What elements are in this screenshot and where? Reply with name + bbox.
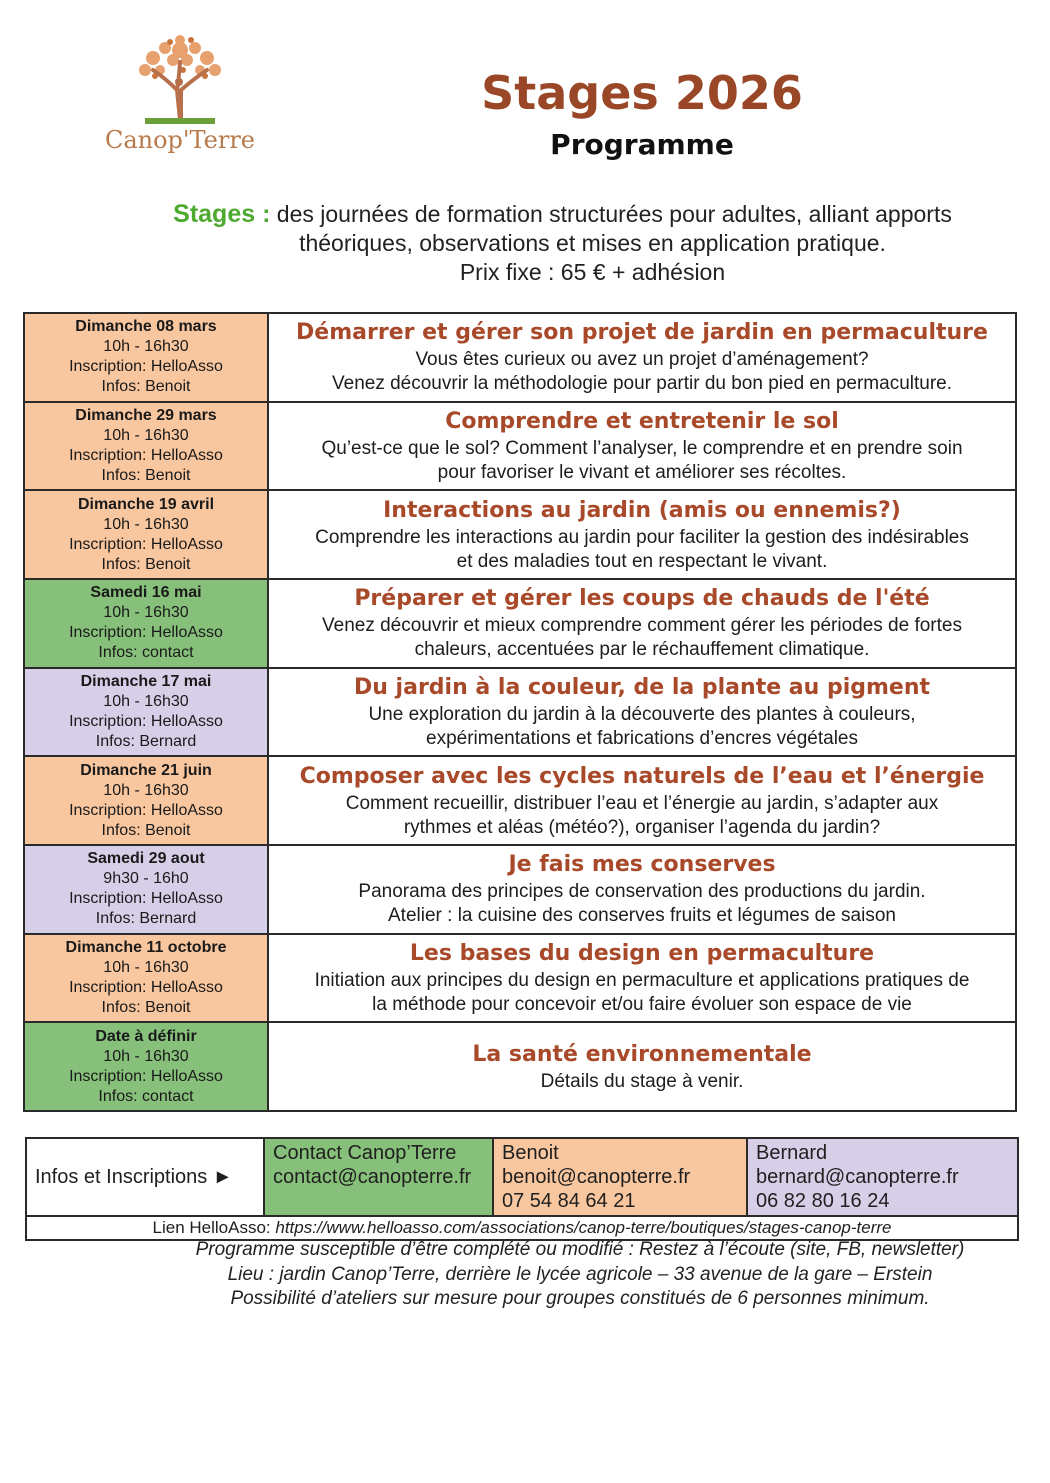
session-date: Dimanche 11 octobre — [65, 938, 227, 956]
session-date: Dimanche 08 mars — [75, 318, 217, 336]
session-time: 10h - 16h30 — [103, 604, 189, 622]
session-line-1: Comment recueillir, distribuer l’eau et l’énergie au jardin, s’adapter aux — [345, 792, 939, 814]
session-line-1: Initiation aux principes du design en permaculture et applications pratiques de — [314, 969, 970, 991]
contact-bernard — [747, 1138, 1018, 1216]
session-infos: Infos: contact — [98, 1087, 194, 1105]
session-desc-cell — [268, 1022, 1016, 1111]
session-date: Samedi 29 aout — [87, 850, 205, 868]
session-title: Du jardin à la couleur, de la plante au pigment — [353, 674, 931, 700]
session-infos: Infos: Benoit — [101, 555, 191, 573]
contact-bernard-phone: 06 82 80 16 24 — [756, 1190, 890, 1212]
schedule-row — [24, 668, 1016, 757]
session-line-2: la méthode pour concevoir et/ou faire évoluer son espace de vie — [372, 993, 912, 1015]
session-date-cell — [24, 1022, 268, 1111]
session-date: Dimanche 21 juin — [80, 761, 212, 779]
session-date: Dimanche 29 mars — [75, 406, 217, 424]
session-title: Je fais mes conserves — [508, 852, 776, 878]
session-title: Comprendre et entretenir le sol — [445, 408, 839, 434]
session-inscription: Inscription: HelloAsso — [69, 890, 223, 908]
session-desc-cell — [268, 490, 1016, 579]
session-infos: Infos: Benoit — [101, 998, 191, 1016]
intro-line-2: théoriques, observations et mises en application pratique. — [299, 230, 886, 256]
session-infos: Infos: Bernard — [95, 732, 197, 750]
session-line-1: Comprendre les interactions au jardin pour faciliter la gestion des indésirables — [315, 526, 969, 548]
tree-icon — [125, 30, 235, 130]
schedule-row — [24, 934, 1016, 1023]
session-line-2: expérimentations et fabrications d’encres végétales — [426, 727, 858, 749]
session-desc-cell — [268, 313, 1016, 402]
session-inscription: Inscription: HelloAsso — [69, 712, 223, 730]
session-desc-cell — [268, 934, 1016, 1023]
contact-table — [25, 1137, 1019, 1241]
session-inscription: Inscription: HelloAsso — [69, 446, 223, 464]
session-desc-cell — [268, 402, 1016, 491]
helloasso-link[interactable]: https://www.helloasso.com/associations/canop-terre/boutiques/stages-canop-terre — [275, 1218, 892, 1237]
session-date: Samedi 16 mai — [90, 584, 202, 602]
helloasso-link-row — [26, 1216, 1018, 1240]
contact-bernard-email[interactable]: bernard@canopterre.fr — [756, 1166, 959, 1188]
session-time: 10h - 16h30 — [103, 426, 189, 444]
intro-price: Prix fixe : 65 € + adhésion — [459, 259, 726, 285]
contact-bernard-name: Bernard — [756, 1142, 828, 1164]
session-time: 10h - 16h30 — [103, 692, 189, 710]
intro-line-1: des journées de formation structurées pour adultes, alliant apports — [276, 201, 952, 227]
session-line-2: Venez découvrir la méthodologie pour partir du bon pied en permaculture. — [332, 373, 952, 395]
session-inscription: Inscription: HelloAsso — [69, 1067, 223, 1085]
logo — [100, 30, 260, 170]
session-time: 9h30 - 16h0 — [103, 870, 189, 888]
session-date-cell — [24, 845, 268, 934]
schedule-row — [24, 313, 1016, 402]
contact-canop-email[interactable]: contact@canopterre.fr — [273, 1166, 472, 1188]
session-line-2: Atelier : la cuisine des conserves fruits et légumes de saison — [388, 905, 896, 927]
intro — [80, 200, 1045, 287]
session-line-1: Venez découvrir et mieux comprendre comment gérer les périodes de fortes — [322, 615, 962, 637]
session-inscription: Inscription: HelloAsso — [69, 801, 223, 819]
note-line-3: Possibilité d’ateliers sur mesure pour groupes constitués de 6 personnes minimum. — [230, 1288, 930, 1309]
session-title: Démarrer et gérer son projet de jardin en permaculture — [296, 320, 988, 346]
helloasso-link-label: Lien HelloAsso: — [152, 1218, 276, 1237]
contact-label: Infos et Inscriptions ► — [26, 1138, 264, 1216]
session-time: 10h - 16h30 — [103, 338, 189, 356]
session-date: Dimanche 19 avril — [77, 495, 215, 513]
schedule-row — [24, 402, 1016, 491]
session-time: 10h - 16h30 — [103, 515, 189, 533]
session-infos: Infos: contact — [98, 644, 194, 662]
session-inscription: Inscription: HelloAsso — [69, 978, 223, 996]
session-inscription: Inscription: HelloAsso — [69, 624, 223, 642]
session-date-cell — [24, 756, 268, 845]
session-time: 10h - 16h30 — [103, 781, 189, 799]
session-title: La santé environnementale — [472, 1041, 812, 1067]
session-date-cell — [24, 579, 268, 668]
schedule-row — [24, 845, 1016, 934]
session-time: 10h - 16h30 — [103, 1047, 189, 1065]
logo-text: Canop'Terre — [104, 126, 256, 154]
session-infos: Infos: Benoit — [101, 466, 191, 484]
session-date-cell — [24, 934, 268, 1023]
session-line-1: Panorama des principes de conservation des productions du jardin. — [358, 881, 926, 903]
contact-canop — [264, 1138, 493, 1216]
session-date: Date à définir — [95, 1027, 197, 1045]
session-time: 10h - 16h30 — [103, 958, 189, 976]
session-line-1: Qu’est-ce que le sol? Comment l’analyser, le comprendre et en prendre soin — [321, 437, 963, 459]
session-infos: Infos: Benoit — [101, 378, 191, 396]
session-line-2: pour favoriser le vivant et améliorer ses récoltes. — [437, 461, 847, 483]
note-line-1: Programme susceptible d’être complété ou modifié : Restez à l’écoute (site, FB, newsletter) — [195, 1239, 965, 1260]
intro-keyword: Stages : — [173, 200, 271, 228]
session-title: Préparer et gérer les coups de chauds de l'été — [354, 586, 930, 612]
session-inscription: Inscription: HelloAsso — [69, 535, 223, 553]
session-title: Interactions au jardin (amis ou ennemis?) — [383, 497, 901, 523]
contact-canop-name: Contact Canop’Terre — [273, 1142, 457, 1164]
session-infos: Infos: Bernard — [95, 910, 197, 928]
session-desc-cell — [268, 668, 1016, 757]
session-date-cell — [24, 402, 268, 491]
session-desc-cell — [268, 579, 1016, 668]
session-line-1: Une exploration du jardin à la découverte des plantes à couleurs, — [368, 703, 916, 725]
session-desc-cell — [268, 756, 1016, 845]
session-title: Les bases du design en permaculture — [409, 940, 875, 966]
session-date-cell — [24, 668, 268, 757]
session-line-2: chaleurs, accentuées par le réchauffement climatique. — [414, 639, 870, 661]
session-date-cell — [24, 313, 268, 402]
session-desc-cell — [268, 845, 1016, 934]
session-line-1: Vous êtes curieux ou avez un projet d’aménagement? — [415, 349, 869, 371]
session-line-1: Détails du stage à venir. — [540, 1070, 744, 1092]
contact-benoit — [493, 1138, 747, 1216]
session-inscription: Inscription: HelloAsso — [69, 358, 223, 376]
page-subtitle: Programme — [550, 128, 734, 161]
schedule-row — [24, 1022, 1016, 1111]
session-title: Composer avec les cycles naturels de l’eau et l’énergie — [299, 763, 985, 789]
session-line-2: et des maladies tout en respectant le vivant. — [456, 550, 828, 572]
session-date-cell — [24, 490, 268, 579]
session-infos: Infos: Benoit — [101, 821, 191, 839]
page-title: Stages 2026 — [481, 66, 803, 120]
schedule-row — [24, 756, 1016, 845]
footer-notes — [100, 1238, 1050, 1312]
session-line-2: rythmes et aléas (météo?), organiser l’agenda du jardin? — [403, 816, 881, 838]
contact-benoit-email[interactable]: benoit@canopterre.fr — [502, 1166, 691, 1188]
schedule-table — [23, 312, 1017, 1112]
contact-benoit-phone: 07 54 84 64 21 — [502, 1190, 636, 1212]
note-line-2: Lieu : jardin Canop’Terre, derrière le lycée agricole – 33 avenue de la gare – Erstein — [227, 1263, 933, 1285]
contact-benoit-name: Benoit — [502, 1142, 559, 1164]
session-date: Dimanche 17 mai — [80, 672, 212, 690]
schedule-row — [24, 579, 1016, 668]
schedule-row — [24, 490, 1016, 579]
